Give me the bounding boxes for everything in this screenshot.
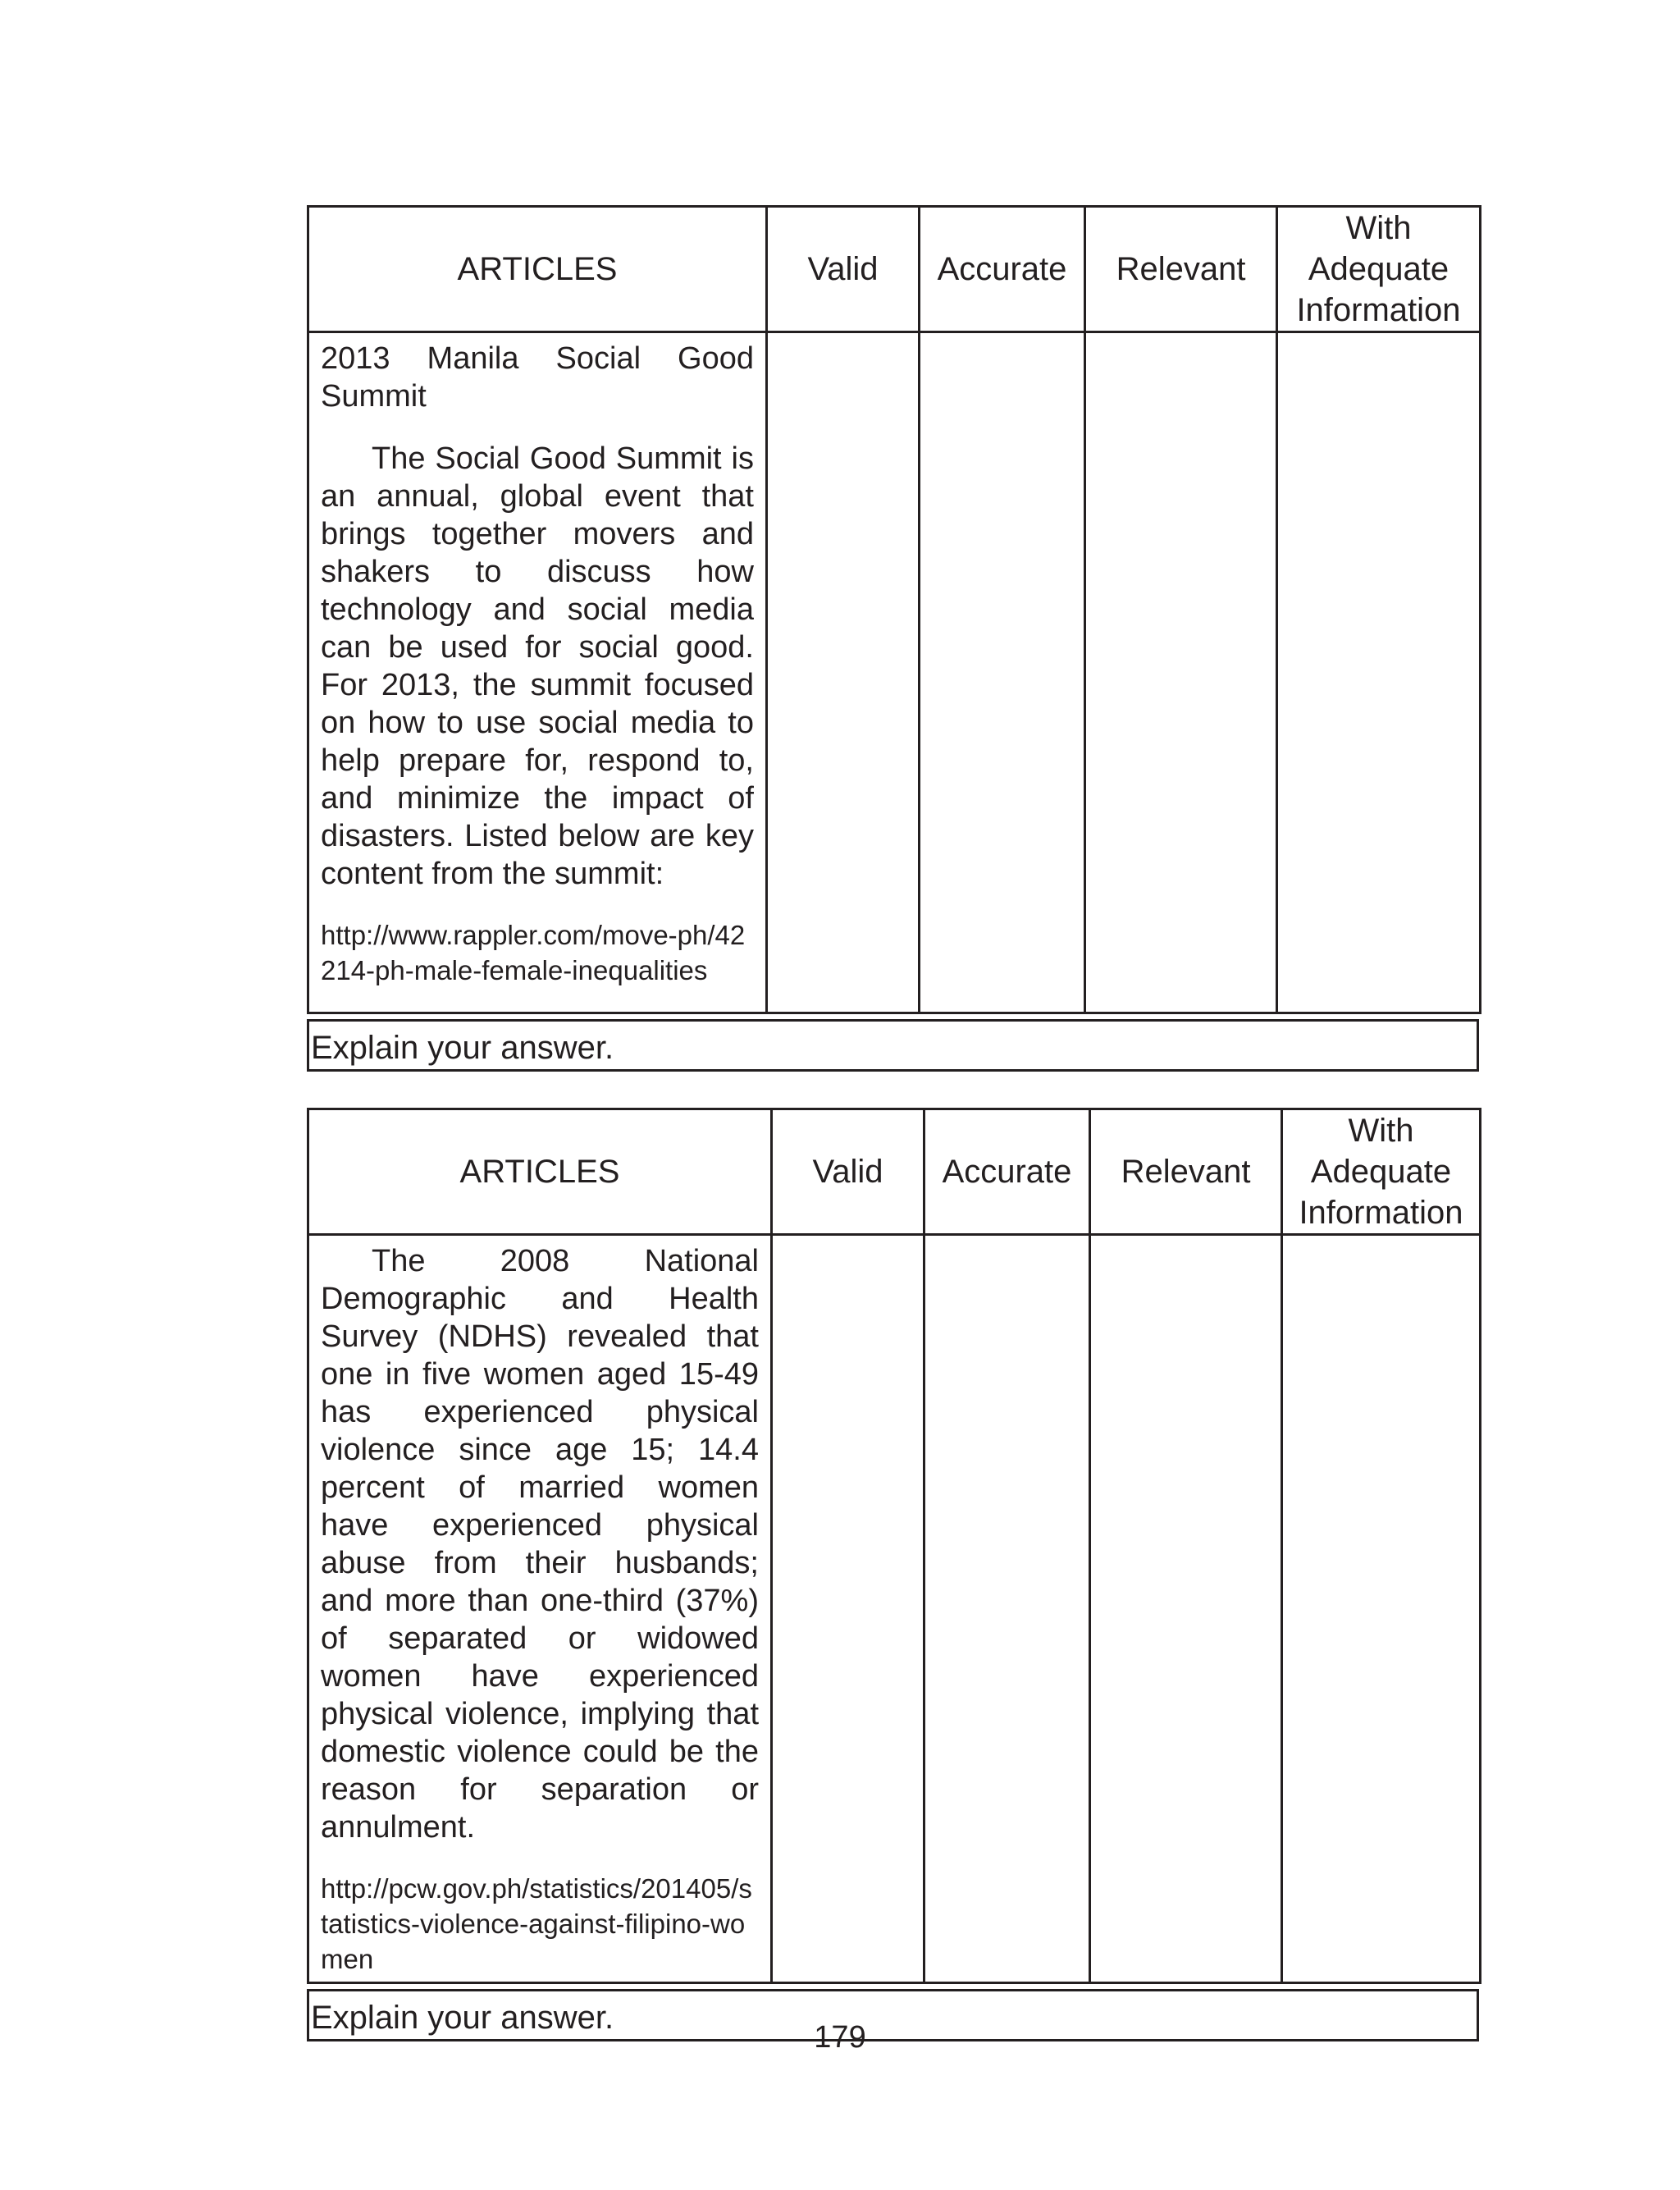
evaluation-table	[307, 1108, 1481, 1984]
rubric-table-1	[307, 205, 1479, 1072]
article-row	[308, 1235, 1481, 1983]
article-row	[308, 332, 1481, 1013]
header-adequate-line2: Adequate	[1308, 251, 1449, 287]
valid-check-cell[interactable]	[772, 1235, 924, 1983]
header-adequate-line3: Information	[1296, 292, 1461, 328]
header-relevant: Relevant	[1090, 1109, 1282, 1235]
header-adequate-information	[1277, 207, 1481, 332]
adequate-check-cell[interactable]	[1282, 1235, 1481, 1983]
evaluation-table	[307, 205, 1481, 1014]
explain-answer-box[interactable]: Explain your answer.	[307, 1989, 1479, 2041]
header-articles: ARTICLES	[308, 1109, 772, 1235]
article-title: 2013 Manila Social Good Summit	[321, 341, 754, 414]
article-body: The 2008 National Demographic and Health Survey (NDHS) revealed that one in five women aged 15-49 has experienced physical violence since age 15; 14.4 percent of married women have experienced physical abuse from their husbands; and more than one-third (37%) of separated or widowed women have experienced physical violence, implying that domestic violence could be the reason for separation or annulment.	[321, 1244, 759, 1845]
header-adequate-line1: With	[1345, 210, 1412, 246]
header-adequate-line2: Adequate	[1310, 1154, 1452, 1190]
article-source-link: http://pcw.gov.ph/statistics/201405/statistics-violence-against-filipino-women	[321, 1873, 752, 1974]
article-cell	[308, 332, 767, 1013]
header-valid: Valid	[767, 207, 920, 332]
accurate-check-cell[interactable]	[924, 1235, 1090, 1983]
valid-check-cell[interactable]	[767, 332, 920, 1013]
article-source-link: http://www.rappler.com/move-ph/42214-ph-male-female-inequalities	[321, 920, 746, 985]
header-accurate: Accurate	[920, 207, 1085, 332]
page-number: 179	[814, 2020, 866, 2055]
article-body: The Social Good Summit is an annual, global event that brings together movers and shakers to discuss how technology and social media can be used for social good. For 2013, the summit focused on how to use social media to help prepare for, respond to, and minimize the impact of disasters. Listed below are key content from the summit:	[321, 441, 754, 891]
header-row	[308, 1109, 1481, 1235]
explain-answer-box[interactable]: Explain your answer.	[307, 1019, 1479, 1072]
header-valid: Valid	[772, 1109, 924, 1235]
rubric-table-2	[307, 1108, 1479, 2041]
header-adequate-information	[1282, 1109, 1481, 1235]
header-articles: ARTICLES	[308, 207, 767, 332]
header-adequate-line1: With	[1348, 1113, 1414, 1149]
adequate-check-cell[interactable]	[1277, 332, 1481, 1013]
header-relevant: Relevant	[1085, 207, 1277, 332]
header-accurate: Accurate	[924, 1109, 1090, 1235]
relevant-check-cell[interactable]	[1090, 1235, 1282, 1983]
header-row	[308, 207, 1481, 332]
accurate-check-cell[interactable]	[920, 332, 1085, 1013]
relevant-check-cell[interactable]	[1085, 332, 1277, 1013]
header-adequate-line3: Information	[1299, 1195, 1463, 1231]
article-cell	[308, 1235, 772, 1983]
